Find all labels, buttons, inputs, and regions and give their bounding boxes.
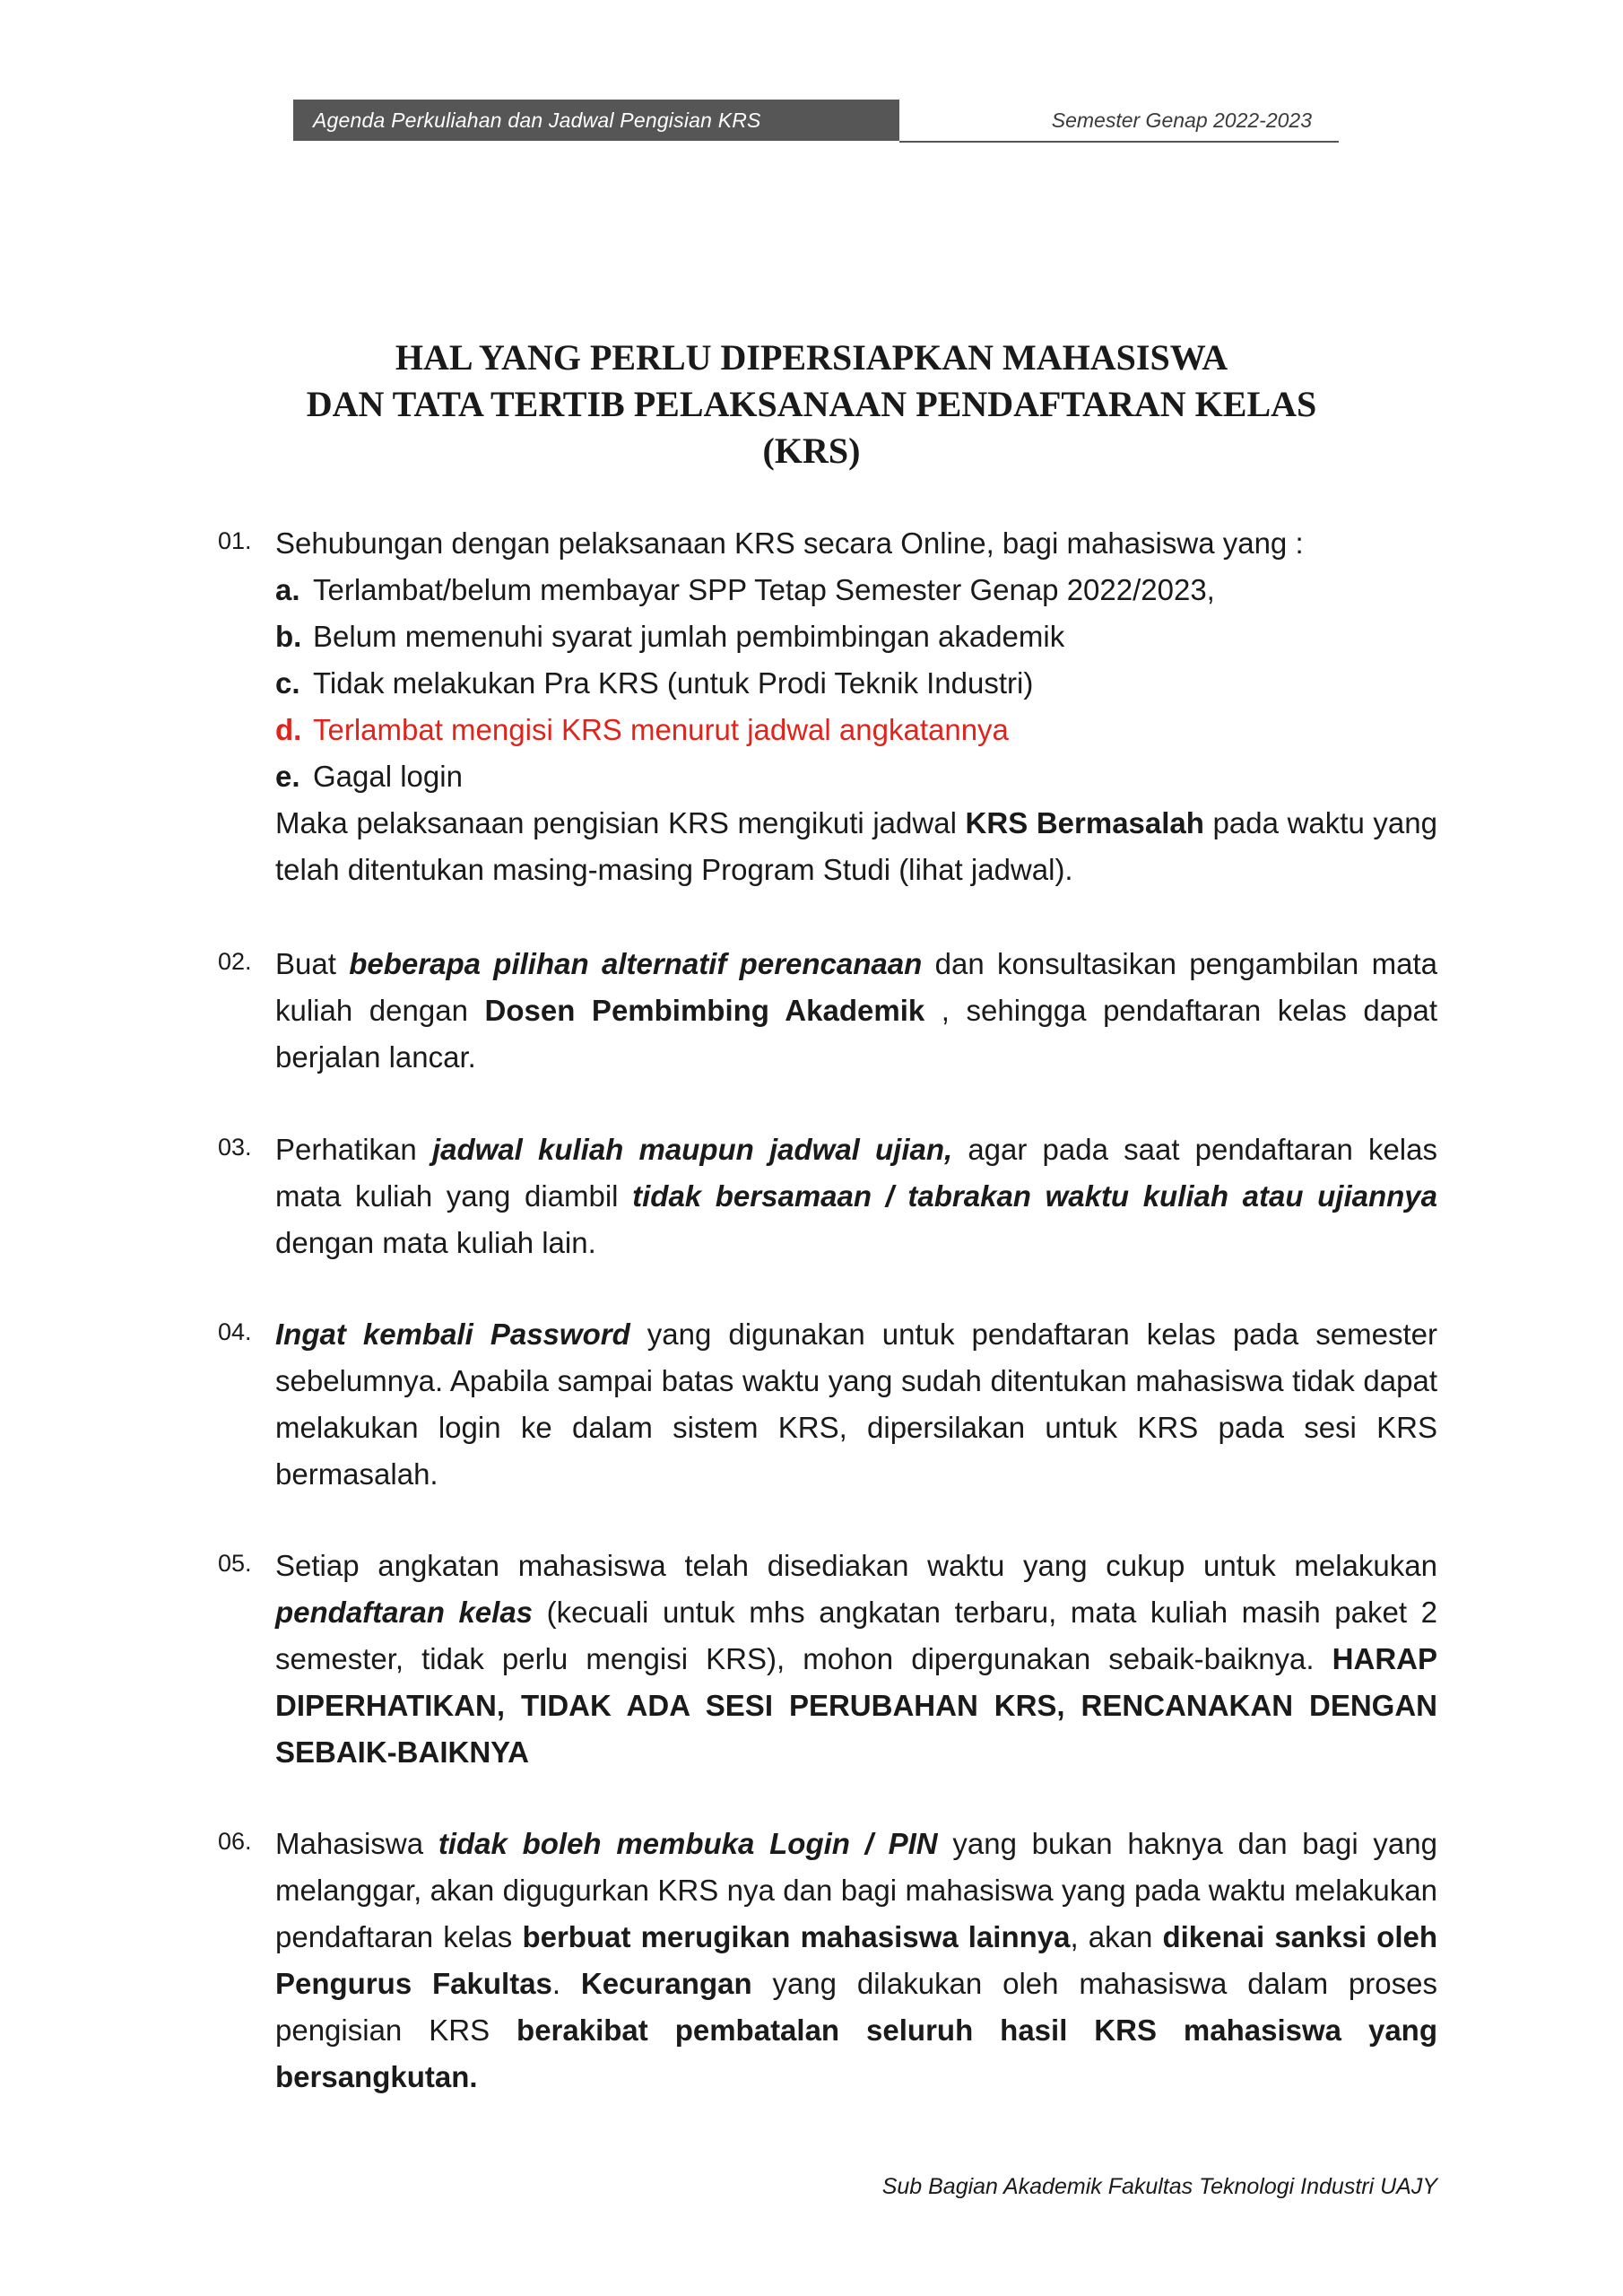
emphasis: tidak boleh membuka Login / PIN — [438, 1827, 938, 1860]
bold: Kecurangan — [580, 1967, 752, 2000]
item-02-number: 02. — [218, 948, 252, 975]
emphasis: tidak bersamaan / tabrakan waktu kuliah atau ujiannya — [632, 1179, 1437, 1213]
title-line-1: HAL YANG PERLU DIPERSIAPKAN MAHASISWA — [395, 337, 1228, 378]
text: Setiap angkatan mahasiswa telah disediakan waktu yang cukup untuk melakukan — [275, 1549, 1437, 1582]
text: , akan — [1070, 1920, 1163, 1953]
sub-text: Gagal login — [313, 760, 463, 793]
item-01-sub-e — [275, 753, 1437, 800]
text: Mahasiswa — [275, 1827, 438, 1860]
title-line-3: (KRS) — [762, 430, 861, 471]
sub-text: Belum memenuhi syarat jumlah pembimbingan akademik — [313, 620, 1065, 653]
page-title — [179, 335, 1444, 474]
text: yang digunakan untuk pendaftaran kelas pada semester sebelumnya. Apabila sampai batas waktu yang sudah ditentukan mahasiswa tidak dapat melakukan login ke dalam sistem KRS, dipersilakan untuk KRS pada sesi KRS bermasalah. — [275, 1318, 1437, 1491]
item-05-number: 05. — [218, 1550, 252, 1577]
item-01-closing — [275, 800, 1437, 893]
title-line-2: DAN TATA TERTIB PELAKSANAAN PENDAFTARAN KELAS — [306, 384, 1317, 424]
bold: Dosen Pembimbing Akademik — [484, 994, 925, 1027]
emphasis: Ingat kembali Password — [275, 1318, 630, 1351]
header-title: Agenda Perkuliahan dan Jadwal Pengisian KRS — [293, 100, 899, 141]
closing-text-end: pada waktu yang telah ditentukan masing-masing Program Studi (lihat jadwal). — [275, 806, 1437, 886]
item-05-paragraph — [275, 1543, 1437, 1776]
closing-bold: KRS Bermasalah — [965, 806, 1204, 839]
text: agar pada saat pendaftaran kelas mata kuliah yang diambil — [275, 1133, 1437, 1213]
text: dengan mata kuliah lain. — [275, 1226, 596, 1259]
text: Buat — [275, 947, 350, 980]
emphasis: jadwal kuliah maupun jadwal ujian, — [431, 1133, 953, 1166]
bold: berakibat pembatalan seluruh hasil KRS mahasiswa yang bersangkutan. — [275, 2013, 1437, 2093]
item-01-intro: Sehubungan dengan pelaksanaan KRS secara Online, bagi mahasiswa yang : — [275, 526, 1304, 560]
item-01-sub-c — [275, 660, 1437, 707]
header-semester: Semester Genap 2022-2023 — [1051, 109, 1312, 132]
sub-letter: a. — [275, 573, 300, 606]
text: . — [551, 1967, 581, 2000]
emphasis: pendaftaran kelas — [275, 1596, 534, 1629]
item-03-number: 03. — [218, 1134, 252, 1161]
sub-text: Terlambat/belum membayar SPP Tetap Semester Genap 2022/2023, — [313, 573, 1215, 606]
page-footer: Sub Bagian Akademik Fakultas Teknologi Industri UAJY — [881, 2174, 1437, 2199]
item-01-sub-d — [275, 707, 1437, 753]
item-01-sub-b — [275, 613, 1437, 660]
text: yang dilakukan oleh mahasiswa dalam proses pengisian KRS — [275, 1967, 1437, 2047]
header-rule — [899, 141, 1339, 143]
item-01-sub-a — [275, 567, 1437, 613]
item-02-paragraph — [275, 941, 1437, 1081]
item-03-paragraph — [275, 1126, 1437, 1266]
sub-text: Terlambat mengisi KRS menurut jadwal angkatannya — [313, 713, 1009, 746]
text: Perhatikan — [275, 1133, 432, 1166]
item-04-number: 04. — [218, 1318, 252, 1345]
text: yang bukan haknya dan bagi yang melanggar, akan digugurkan KRS nya dan bagi mahasiswa yang pada waktu melakukan pendaftaran kelas — [275, 1827, 1437, 1953]
item-06-number: 06. — [218, 1828, 252, 1855]
sub-letter: e. — [275, 760, 300, 793]
bold-notice: HARAP DIPERHATIKAN, TIDAK ADA SESI PERUBAHAN KRS, RENCANAKAN DENGAN SEBAIK-BAIKNYA — [275, 1642, 1437, 1769]
sub-letter: c. — [275, 666, 300, 700]
emphasis: beberapa pilihan alternatif perencanaan — [349, 947, 923, 980]
sub-letter: d. — [275, 713, 302, 746]
text: , sehingga pendaftaran kelas dapat berjalan lancar. — [275, 994, 1437, 1074]
sub-text: Tidak melakukan Pra KRS (untuk Prodi Teknik Industri) — [313, 666, 1034, 700]
text: (kecuali untuk mhs angkatan terbaru, mata kuliah masih paket 2 semester, tidak perlu mengisi KRS), mohon dipergunakan sebaik-baiknya. — [275, 1596, 1437, 1675]
bold: dikenai sanksi oleh Pengurus Fakultas — [275, 1920, 1438, 2000]
bold: berbuat merugikan mahasiswa lainnya — [522, 1920, 1071, 1953]
sub-letter: b. — [275, 620, 302, 653]
item-01-number: 01. — [218, 527, 252, 554]
item-06-paragraph — [275, 1821, 1437, 2100]
closing-text: Maka pelaksanaan pengisian KRS mengikuti jadwal — [275, 806, 966, 839]
text: dan konsultasikan pengambilan mata kuliah dengan — [275, 947, 1437, 1027]
item-04-paragraph — [275, 1311, 1437, 1498]
